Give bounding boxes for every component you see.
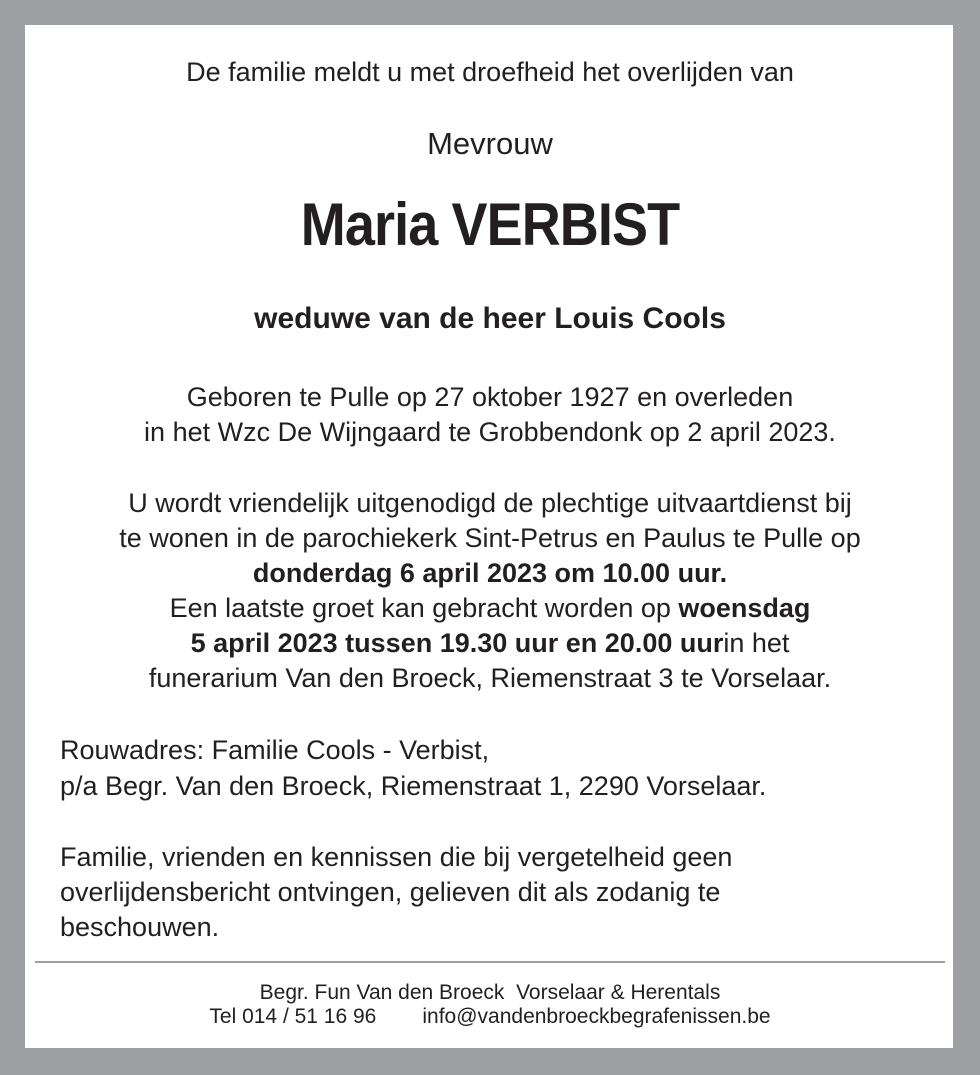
service-line-5-normal: in het xyxy=(723,628,790,658)
footer-phone: Tel 014 / 51 16 96 xyxy=(209,1005,377,1028)
service-line-5-bold: 5 april 2023 tussen 19.30 uur en 20.00 uur xyxy=(190,628,724,658)
birth-line-1: Geboren te Pulle op 27 oktober 1927 en overleden xyxy=(186,382,794,412)
deceased-name: Maria VERBIST xyxy=(300,191,680,258)
address-line-1: Rouwadres: Familie Cools - Verbist, xyxy=(60,735,490,765)
service-line-2: te wonen in de parochiekerk Sint-Petrus en Paulus te Pulle op xyxy=(119,523,861,553)
service-date-bold: donderdag 6 april 2023 om 10.00 uur. xyxy=(252,558,728,588)
address-line-2: p/a Begr. Van den Broeck, Riemenstraat 1, 2290 Vorselaar. xyxy=(60,771,767,801)
birth-line-2: in het Wzc De Wijngaard te Grobbendonk op 2 april 2023. xyxy=(144,417,836,447)
service-line-3 xyxy=(0,556,980,590)
footer-divider xyxy=(35,961,945,963)
service-line-4-bold: woensdag xyxy=(678,593,811,623)
footer-company: Begr. Fun Van den Broeck Vorselaar & Herentals xyxy=(259,981,721,1004)
notice-line-3: beschouwen. xyxy=(60,912,220,942)
service-line-5 xyxy=(0,626,980,660)
notice-line-2: overlijdensbericht ontvingen, gelieven dit als zodanig te xyxy=(60,877,721,907)
service-line-4-normal: Een laatste groet kan gebracht worden op xyxy=(169,593,679,623)
footer-email[interactable]: info@vandenbroeckbegrafenissen.be xyxy=(422,1005,771,1028)
service-line-6: funerarium Van den Broeck, Riemenstraat 3 te Vorselaar. xyxy=(148,663,832,693)
service-line-4 xyxy=(0,591,980,625)
intro-text: De familie meldt u met droefheid het overlijden van xyxy=(186,57,794,87)
honorific: Mevrouw xyxy=(427,126,553,161)
widow-subtitle: weduwe van de heer Louis Cools xyxy=(254,302,726,335)
footer-contact xyxy=(0,1005,980,1029)
service-line-1: U wordt vriendelijk uitgenodigd de plechtige uitvaartdienst bij xyxy=(128,488,852,518)
notice-line-1: Familie, vrienden en kennissen die bij vergetelheid geen xyxy=(60,842,733,872)
